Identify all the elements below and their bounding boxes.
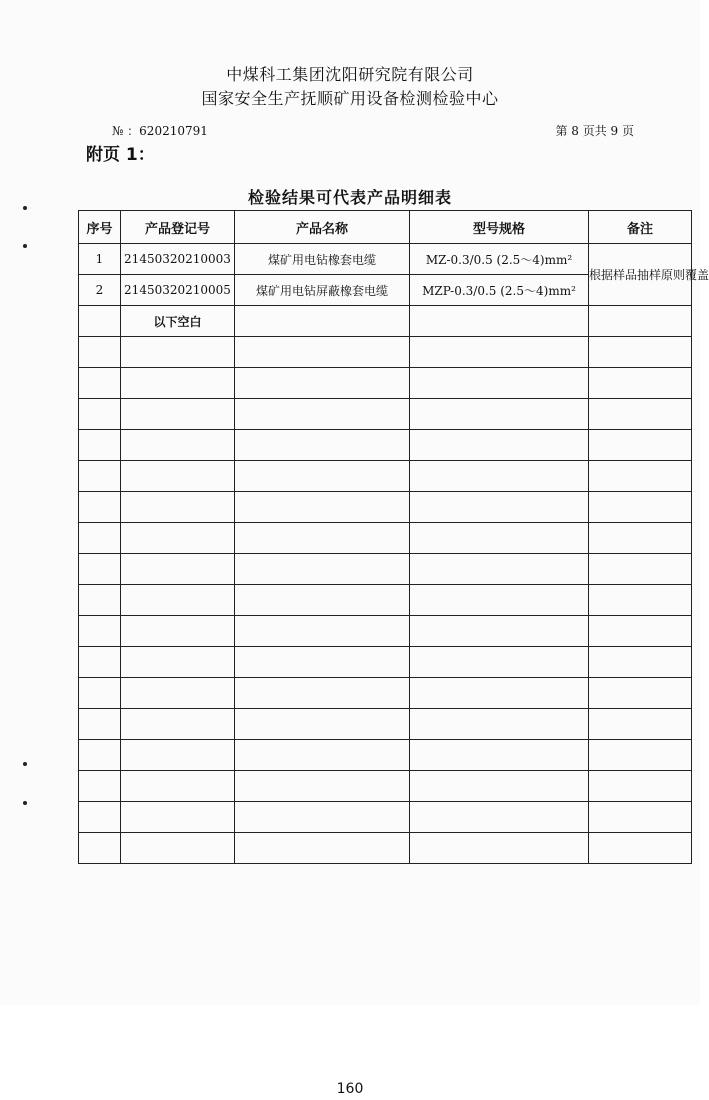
margin-mark xyxy=(23,762,27,766)
document-number: № ：620210791 xyxy=(112,124,208,138)
empty-row xyxy=(79,368,692,399)
product-name-cell: 煤矿用电钻屏蔽橡套电缆 xyxy=(235,275,410,306)
empty-row xyxy=(79,709,692,740)
empty-row xyxy=(79,492,692,523)
empty-row xyxy=(79,554,692,585)
model-spec-cell: MZ-0.3/0.5 (2.5～4)mm² xyxy=(410,244,589,275)
empty-row xyxy=(79,740,692,771)
testing-center-name: 国家安全生产抚顺矿用设备检测检验中心 xyxy=(201,89,499,108)
empty-row xyxy=(79,771,692,802)
empty-row xyxy=(79,337,692,368)
column-header: 序号 xyxy=(79,211,121,244)
empty-row xyxy=(79,399,692,430)
table-header-row xyxy=(79,211,692,244)
organization-name: 中煤科工集团沈阳研究院有限公司 xyxy=(226,65,474,84)
empty-row xyxy=(79,461,692,492)
blank-marker: 以下空白 xyxy=(121,306,235,337)
column-header: 备注 xyxy=(589,211,692,244)
empty-row xyxy=(79,833,692,864)
table-title: 检验结果可代表产品明细表 xyxy=(247,188,452,207)
empty-row xyxy=(79,430,692,461)
margin-mark xyxy=(23,206,27,210)
seq-cell: 2 xyxy=(79,275,121,306)
page-indicator: 第 8 页共 9 页 xyxy=(555,124,634,138)
appendix-label: 附页 1： xyxy=(86,145,155,165)
registration-cell: 21450320210003 xyxy=(121,244,235,275)
margin-mark xyxy=(23,801,27,805)
empty-row xyxy=(79,585,692,616)
column-header: 型号规格 xyxy=(410,211,589,244)
seq-cell: 1 xyxy=(79,244,121,275)
product-detail-table xyxy=(78,210,709,864)
margin-mark xyxy=(23,244,27,248)
page-number: 160 xyxy=(336,1081,364,1097)
empty-row xyxy=(79,647,692,678)
empty-row xyxy=(79,802,692,833)
empty-row xyxy=(79,616,692,647)
registration-cell: 21450320210005 xyxy=(121,275,235,306)
remark-cell: 根据样品抽样原则覆盖 xyxy=(589,244,692,306)
empty-row xyxy=(79,523,692,554)
column-header: 产品名称 xyxy=(235,211,410,244)
table-row xyxy=(79,244,692,275)
product-name-cell: 煤矿用电钻橡套电缆 xyxy=(235,244,410,275)
table-row xyxy=(79,306,692,337)
column-header: 产品登记号 xyxy=(121,211,235,244)
empty-row xyxy=(79,678,692,709)
model-spec-cell: MZP-0.3/0.5 (2.5～4)mm² xyxy=(410,275,589,306)
